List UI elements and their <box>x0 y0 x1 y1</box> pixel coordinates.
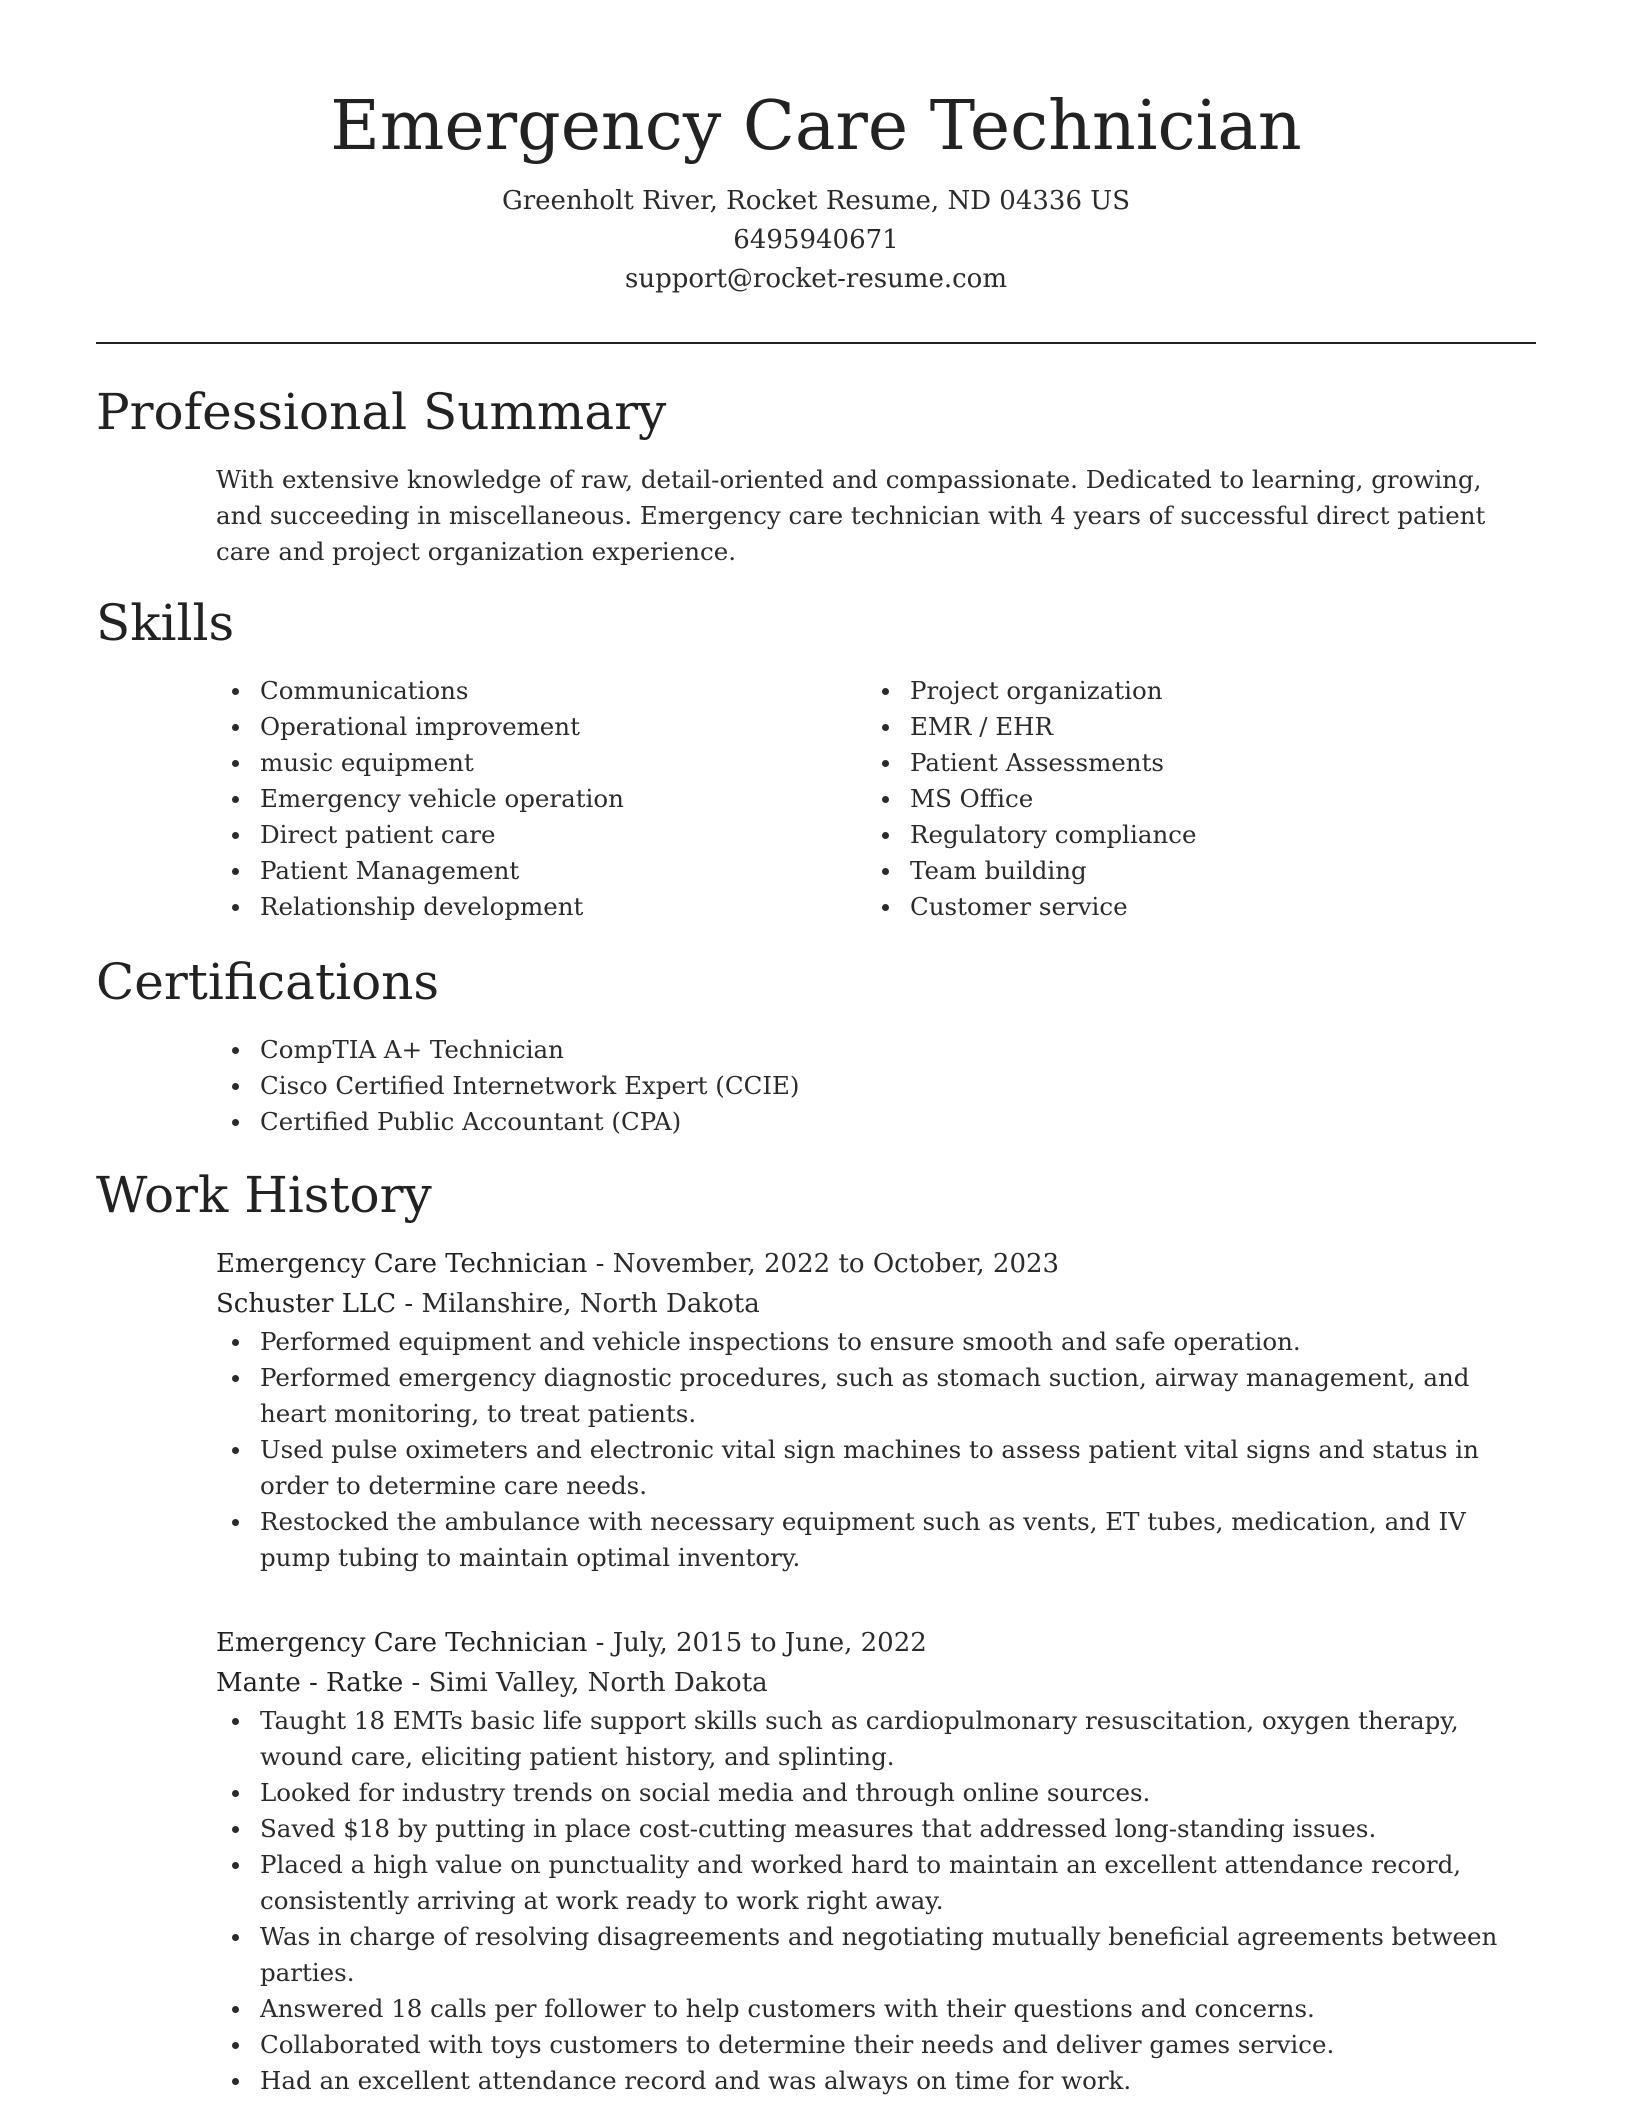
job-company: Mante - Ratke <box>216 1668 404 1698</box>
separator: - <box>587 1249 613 1279</box>
certifications-heading: Certifications <box>96 953 440 1011</box>
work-history-heading: Work History <box>96 1166 432 1224</box>
job-bullets <box>216 1324 1536 1576</box>
job-title: Emergency Care Technician <box>216 1249 588 1279</box>
job-company-line <box>216 1284 1536 1324</box>
skill-item: Direct patient care <box>216 817 836 853</box>
skills-heading: Skills <box>96 594 235 652</box>
certification-item: CompTIA A+ Technician <box>216 1032 1526 1068</box>
header-divider <box>96 342 1536 344</box>
job-bullet: Performed equipment and vehicle inspections to ensure smooth and safe operation. <box>216 1324 1536 1360</box>
job-bullet: Collaborated with toys customers to determine their needs and deliver games service. <box>216 2027 1536 2063</box>
job-bullet: Answered 18 calls per follower to help customers with their questions and concerns. <box>216 1991 1536 2027</box>
skills-list-right <box>866 673 1486 925</box>
skill-item: MS Office <box>866 781 1486 817</box>
job-dates: July, 2015 to June, 2022 <box>612 1628 927 1658</box>
skills-list-left <box>216 673 836 925</box>
skill-item: Team building <box>866 853 1486 889</box>
contact-phone: 6495940671 <box>733 225 899 255</box>
job-bullet: Was in charge of resolving disagreements and negotiating mutually beneficial agreements between parties. <box>216 1919 1536 1991</box>
certifications-bullets <box>216 1032 1526 1140</box>
certifications-list <box>216 1032 1526 1140</box>
skill-item: Regulatory compliance <box>866 817 1486 853</box>
job-title: Emergency Care Technician <box>216 1628 588 1658</box>
skills-column-left <box>216 673 836 925</box>
separator: - <box>587 1628 613 1658</box>
job-bullet: Taught 18 EMTs basic life support skills such as cardiopulmonary resuscitation, oxygen therapy, wound care, eliciting patient history, and splinting. <box>216 1703 1536 1775</box>
job-bullet: Had an excellent attendance record and was always on time for work. <box>216 2063 1536 2099</box>
job-company: Schuster LLC <box>216 1289 397 1319</box>
separator: - <box>403 1668 429 1698</box>
job-bullet: Looked for industry trends on social media and through online sources. <box>216 1775 1536 1811</box>
job-bullet: Restocked the ambulance with necessary equipment such as vents, ET tubes, medication, and IV pump tubing to maintain optimal inventory. <box>216 1504 1536 1576</box>
skill-item: Customer service <box>866 889 1486 925</box>
contact-block <box>0 182 1632 299</box>
skill-item: Patient Assessments <box>866 745 1486 781</box>
skill-item: EMR / EHR <box>866 709 1486 745</box>
summary-text: With extensive knowledge of raw, detail-oriented and compassionate. Dedicated to learning, growing, and succeeding in miscellaneous. Emergency care technician with 4 years of successful direct patient care and project organization experience. <box>216 465 1486 566</box>
job-bullet: Performed emergency diagnostic procedures, such as stomach suction, airway management, and heart monitoring, to treat patients. <box>216 1360 1536 1432</box>
job-title-line <box>216 1244 1536 1284</box>
skill-item: music equipment <box>216 745 836 781</box>
skill-item: Patient Management <box>216 853 836 889</box>
certification-item: Certified Public Accountant (CPA) <box>216 1104 1526 1140</box>
job-bullet: Saved $18 by putting in place cost-cutting measures that addressed long-standing issues. <box>216 1811 1536 1847</box>
job-dates: November, 2022 to October, 2023 <box>612 1249 1060 1279</box>
job-entry <box>216 1244 1536 1576</box>
job-location: Milanshire, North Dakota <box>421 1289 760 1319</box>
skill-item: Emergency vehicle operation <box>216 781 836 817</box>
skill-item: Relationship development <box>216 889 836 925</box>
candidate-name: Emergency Care Technician <box>330 87 1302 166</box>
contact-address: Greenholt River, Rocket Resume, ND 04336 US <box>501 186 1131 216</box>
contact-email: support@rocket-resume.com <box>624 264 1007 294</box>
skills-column-right <box>866 673 1486 925</box>
summary-heading: Professional Summary <box>96 383 667 441</box>
job-location: Simi Valley, North Dakota <box>428 1668 768 1698</box>
skill-item: Communications <box>216 673 836 709</box>
job-company-line <box>216 1663 1536 1703</box>
job-bullet: Used pulse oximeters and electronic vital sign machines to assess patient vital signs and status in order to determine care needs. <box>216 1432 1536 1504</box>
skill-item: Project organization <box>866 673 1486 709</box>
job-bullet: Placed a high value on punctuality and worked hard to maintain an excellent attendance record, consistently arriving at work ready to work right away. <box>216 1847 1536 1919</box>
separator: - <box>396 1289 422 1319</box>
job-bullets <box>216 1703 1536 2099</box>
job-title-line <box>216 1623 1536 1663</box>
job-entry <box>216 1623 1536 2099</box>
skill-item: Operational improvement <box>216 709 836 745</box>
resume-header <box>0 82 1632 299</box>
certification-item: Cisco Certified Internetwork Expert (CCIE) <box>216 1068 1526 1104</box>
